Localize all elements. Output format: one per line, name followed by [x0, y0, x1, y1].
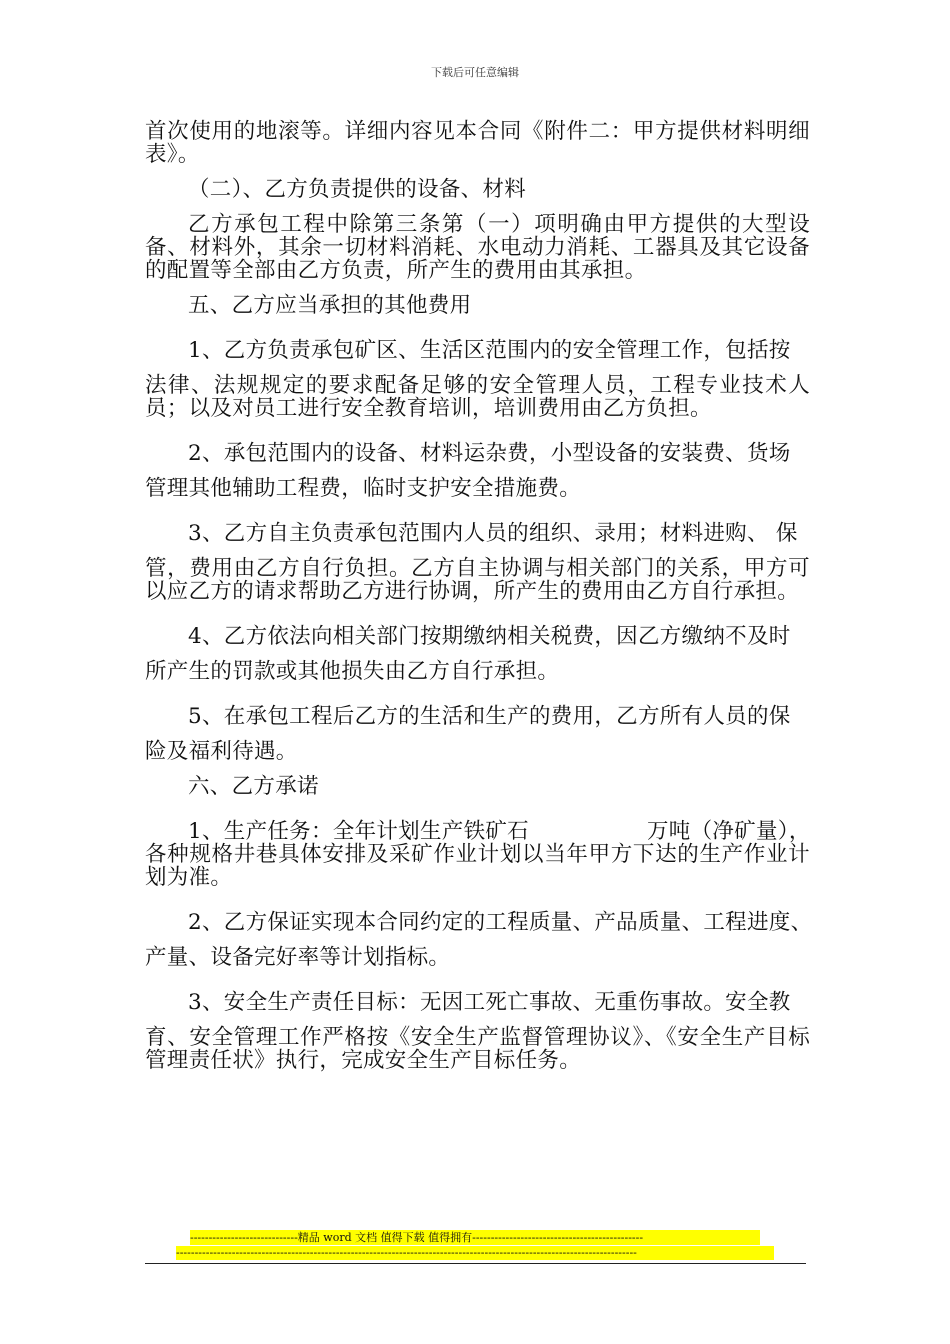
footer-banner-line-2: ---------------------------------------------------------------------------------------------------------------------------- — [176, 1246, 774, 1260]
list-item-first-line: 1、乙方负责承包矿区、生活区范围内的安全管理工作，包括按 — [188, 338, 791, 363]
list-item-continuation: 所产生的罚款或其他损失由乙方自行承担。 — [145, 659, 560, 684]
list-item-continuation: 险及福利待遇。 — [145, 739, 298, 764]
list-item-first-line: 2、乙方保证实现本合同约定的工程质量、产品质量、工程进度、 — [188, 910, 813, 935]
document-body — [145, 119, 813, 1073]
list-item-cost-5 — [145, 705, 810, 763]
commitment-item-2 — [145, 910, 813, 970]
commitment-item-3 — [145, 991, 810, 1072]
list-item-continuation: 管，费用由乙方自行负担。乙方自主协调与相关部门的关系，甲方可以应乙方的请求帮助乙方进行协调，所产生的费用由乙方自行承担。 — [145, 556, 810, 604]
list-item-continuation: 产量、设备完好率等计划指标。 — [145, 945, 451, 970]
production-task-label: 1、生产任务：全年计划生产铁矿石 — [188, 819, 529, 844]
list-item-continuation: 育、安全管理工作严格按《安全生产监督管理协议》、《安全生产目标管理责任状》执行，完成安全生产目标任务。 — [145, 1025, 810, 1073]
list-item-first-line: 2、承包范围内的设备、材料运杂费，小型设备的安装费、货场 — [188, 441, 791, 466]
list-item-first-line — [145, 820, 810, 843]
footer-rule — [145, 1263, 806, 1264]
list-item-first-line: 4、乙方依法向相关部门按期缴纳相关税费，因乙方缴纳不及时 — [188, 624, 791, 649]
list-item-cost-1 — [145, 339, 810, 420]
list-item-first-line: 3、安全生产责任目标：无因工死亡事故、无重伤事故。安全教 — [188, 990, 791, 1015]
list-item-cost-2 — [145, 442, 810, 500]
page-header: 下载后可任意编辑 — [431, 66, 519, 79]
paragraph-yi-equipment: 乙方承包工程中除第三条第（一）项明确由甲方提供的大型设备、材料外，其余一切材料消耗、水电动力消耗、工器具及其它设备的配置等全部由乙方负责，所产生的费用由其承担。 — [145, 212, 810, 283]
list-item-continuation: 法律、法规规定的要求配备足够的安全管理人员，工程专业技术人员；以及对员工进行安全教育培训，培训费用由乙方负担。 — [145, 373, 810, 421]
section-heading-yi-equipment: （二）、乙方负责提供的设备、材料 — [188, 177, 527, 202]
section-heading-six: 六、乙方承诺 — [188, 774, 319, 799]
list-item-first-line: 5、在承包工程后乙方的生活和生产的费用，乙方所有人员的保 — [188, 704, 791, 729]
list-item-cost-3 — [145, 522, 810, 603]
list-item-cost-4 — [145, 625, 810, 683]
paragraph-materials-list: 首次使用的地滚等。详细内容见本合同《附件二：甲方提供材料明细表》。 — [145, 119, 810, 167]
commitment-item-1 — [145, 820, 810, 889]
list-item-first-line: 3、乙方自主负责承包范围内人员的组织、录用；材料进购、 保 — [188, 521, 798, 546]
section-heading-five: 五、乙方应当承担的其他费用 — [188, 293, 472, 318]
production-task-unit: 万吨（净矿量）， — [646, 819, 811, 844]
list-item-continuation: 各种规格井巷具体安排及采矿作业计划以当年甲方下达的生产作业计划为准。 — [145, 842, 810, 890]
footer-banner-line-1: -----------------------------精品 word 文档 值得下载 值得拥有---------------------------------------------- — [190, 1230, 760, 1245]
list-item-continuation: 管理其他辅助工程费，临时支护安全措施费。 — [145, 476, 582, 501]
